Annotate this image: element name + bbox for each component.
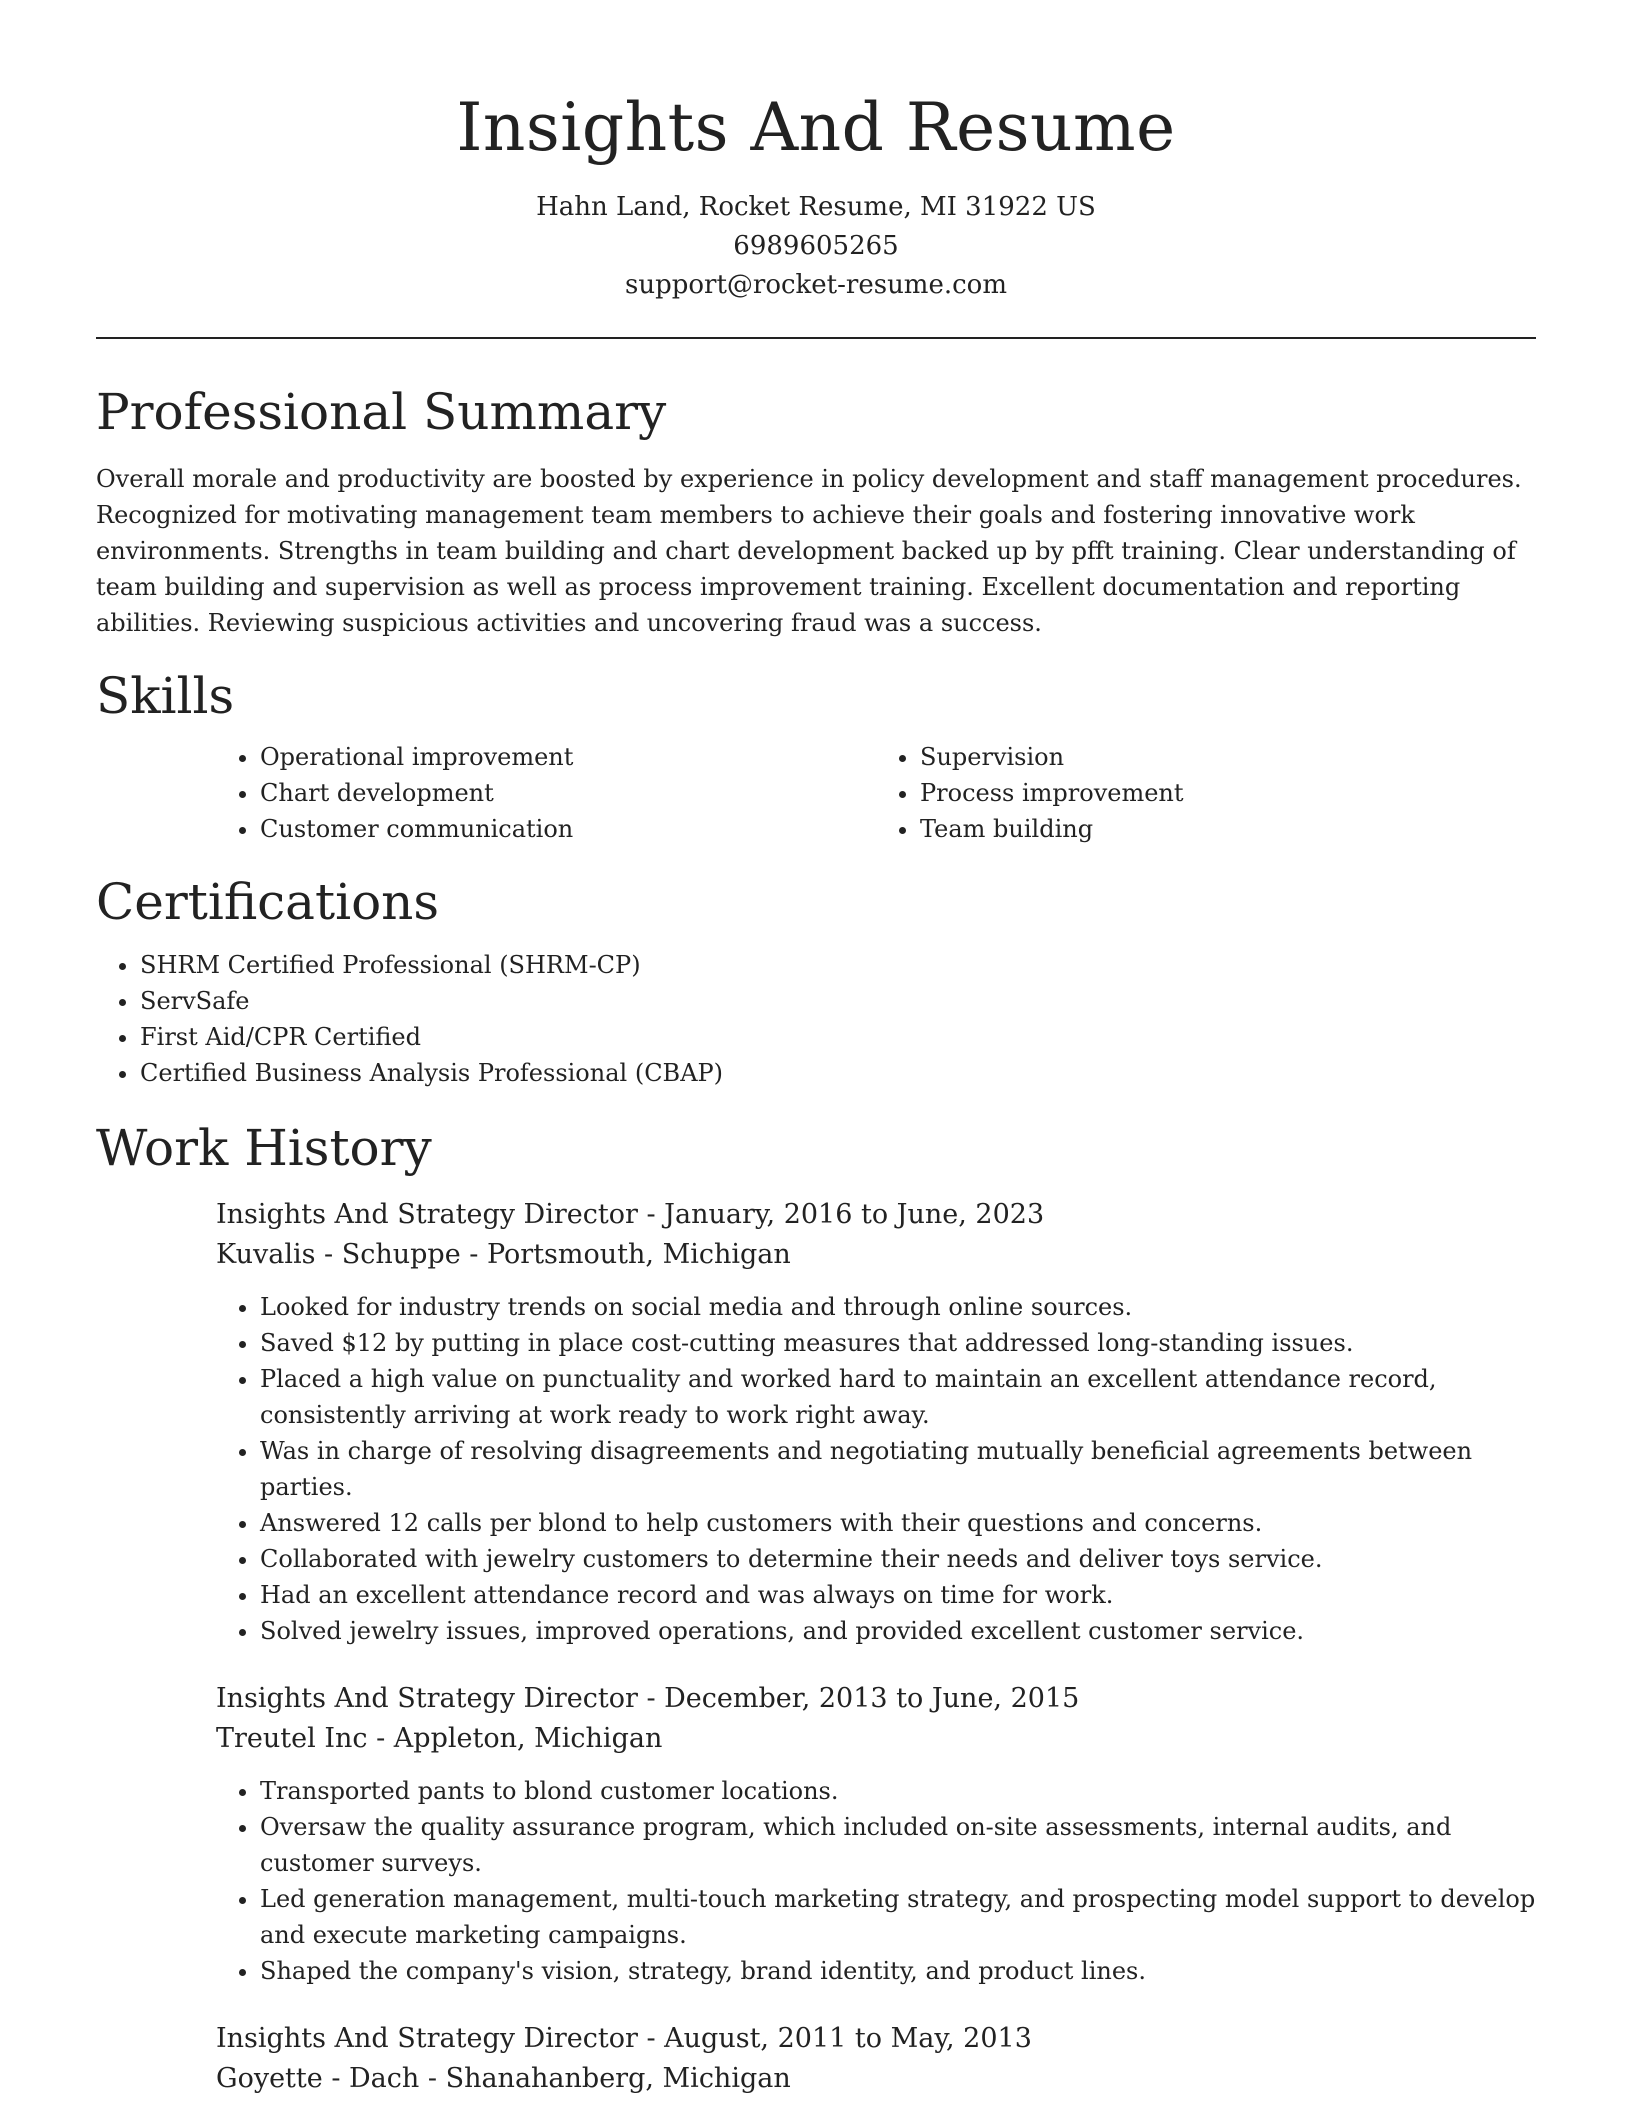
skill-item: • Team building: [920, 811, 1536, 847]
resume-header: [96, 88, 1536, 305]
header-divider: [96, 337, 1536, 339]
job-organization: [216, 1235, 1536, 1275]
job-location: - Appleton, Michigan: [367, 1723, 663, 1754]
skills-heading: Skills: [96, 667, 235, 725]
job-dates: - August, 2011 to May, 2013: [637, 2023, 1032, 2054]
certification-item: • First Aid/CPR Certified: [140, 1019, 1536, 1055]
responsibility-item: • Looked for industry trends on social media and through online sources.: [260, 1289, 1536, 1325]
certifications-list: [96, 947, 1536, 1091]
skills-column-2: [876, 739, 1536, 847]
skill-item: • Operational improvement: [260, 739, 876, 775]
address: Hahn Land, Rocket Resume, MI 31922 US: [536, 192, 1096, 222]
company-name: Kuvalis - Schuppe: [216, 1239, 461, 1270]
skill-item: • Customer communication: [260, 811, 876, 847]
responsibility-item: • Answered 12 calls per blond to help customers with their questions and concerns.: [260, 1505, 1536, 1541]
job-entry: [216, 1195, 1536, 1649]
job-responsibilities: [216, 1289, 1536, 1649]
responsibility-item: • Collaborated with jewelry customers to determine their needs and deliver toys service.: [260, 1541, 1536, 1577]
job-responsibilities: [216, 1773, 1536, 1989]
contact-info: [96, 188, 1536, 305]
job-title-line: [216, 1679, 1536, 1719]
job-entry: [216, 1679, 1536, 1989]
skills-column-1: [216, 739, 876, 847]
responsibility-item: • Had an excellent attendance record and was always on time for work.: [260, 1577, 1536, 1613]
job-location: - Portsmouth, Michigan: [460, 1239, 791, 1270]
responsibility-item: • Solved jewelry issues, improved operations, and provided excellent customer service.: [260, 1613, 1536, 1649]
certifications-heading: Certifications: [96, 873, 440, 931]
job-title-line: [216, 2019, 1536, 2059]
job-organization: [216, 1719, 1536, 1759]
summary-text: Overall morale and productivity are boosted by experience in policy development and staff management procedures. Recognized for motivating management team members to achieve their goals and fostering innovative work environments. Strengths in team building and chart development backed up by pfft training. Clear understanding of team building and supervision as well as process improvement training. Excellent documentation and reporting abilities. Reviewing suspicious activities and uncovering fraud was a success.: [96, 465, 1522, 637]
company-name: Treutel Inc: [216, 1723, 368, 1754]
skill-item: • Chart development: [260, 775, 876, 811]
responsibility-item: • Was in charge of resolving disagreements and negotiating mutually beneficial agreements between parties.: [260, 1433, 1536, 1505]
skills-grid: [216, 739, 1536, 847]
job-location: - Shanahanberg, Michigan: [419, 2063, 791, 2094]
email: support@rocket-resume.com: [624, 270, 1007, 300]
company-name: Goyette - Dach: [216, 2063, 420, 2094]
candidate-name: Insights And Resume: [456, 89, 1176, 166]
job-title: Insights And Strategy Director: [216, 1199, 638, 1230]
responsibility-item: • Transported pants to blond customer locations.: [260, 1773, 1536, 1809]
responsibility-item: • Shaped the company's vision, strategy, brand identity, and product lines.: [260, 1953, 1536, 1989]
work-history-heading: Work History: [96, 1119, 432, 1177]
job-title: Insights And Strategy Director: [216, 1683, 638, 1714]
certification-item: • SHRM Certified Professional (SHRM-CP): [140, 947, 1536, 983]
certification-item: • Certified Business Analysis Professional (CBAP): [140, 1055, 1536, 1091]
job-dates: - January, 2016 to June, 2023: [637, 1199, 1045, 1230]
job-title-line: [216, 1195, 1536, 1235]
skill-item: • Supervision: [920, 739, 1536, 775]
job-organization: [216, 2059, 1536, 2099]
phone: 6989605265: [733, 231, 899, 261]
job-entry: [216, 2019, 1536, 2099]
resume-page: [96, 0, 1536, 2099]
responsibility-item: • Led generation management, multi-touch marketing strategy, and prospecting model support to develop and execute marketing campaigns.: [260, 1881, 1536, 1953]
skill-item: • Process improvement: [920, 775, 1536, 811]
job-dates: - December, 2013 to June, 2015: [637, 1683, 1080, 1714]
job-title: Insights And Strategy Director: [216, 2023, 638, 2054]
responsibility-item: • Saved $12 by putting in place cost-cutting measures that addressed long-standing issues.: [260, 1325, 1536, 1361]
responsibility-item: • Placed a high value on punctuality and worked hard to maintain an excellent attendance record, consistently arriving at work ready to work right away.: [260, 1361, 1536, 1433]
responsibility-item: • Oversaw the quality assurance program, which included on-site assessments, internal audits, and customer surveys.: [260, 1809, 1536, 1881]
certification-item: • ServSafe: [140, 983, 1536, 1019]
summary-heading: Professional Summary: [96, 383, 667, 441]
